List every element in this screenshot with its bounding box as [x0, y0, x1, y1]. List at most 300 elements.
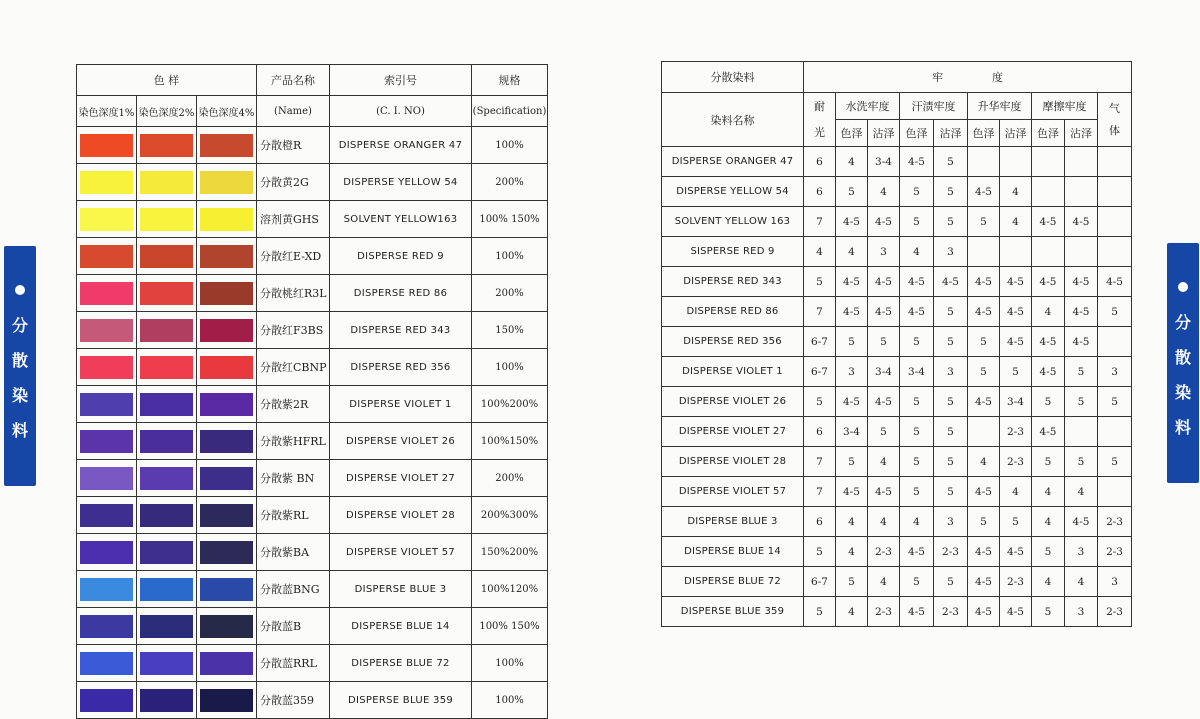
fastness-value-cell — [1032, 177, 1065, 207]
fastness-value-cell: 5 — [934, 207, 968, 237]
fastness-value-cell: 5 — [1098, 297, 1132, 327]
swatch-cell — [77, 682, 137, 719]
dye-name-cell: DISPERSE VIOLET 28 — [662, 447, 804, 477]
fastness-value-cell: 4-5 — [868, 387, 900, 417]
swatch-cell — [137, 460, 197, 497]
fastness-value-cell: 4-5 — [968, 567, 1000, 597]
swatch-cell — [197, 238, 257, 275]
swatch-cell — [197, 386, 257, 423]
table-row — [77, 386, 548, 423]
sublimation-fastness-header: 升华牢度 — [968, 93, 1032, 120]
fastness-value-cell: 5 — [1000, 357, 1032, 387]
fastness-value-cell: 4 — [804, 237, 836, 267]
table-row — [662, 387, 1132, 417]
swatch-cell — [77, 423, 137, 460]
swatch-cell — [197, 201, 257, 238]
fastness-value-cell: 3 — [868, 237, 900, 267]
index-no-header: 索引号 — [330, 65, 472, 96]
fastness-value-cell: 4-5 — [900, 597, 934, 627]
fastness-value-cell: 5 — [836, 327, 868, 357]
fastness-value-cell: 7 — [804, 207, 836, 237]
color-swatch — [140, 504, 193, 527]
ci-number-cell: DISPERSE BLUE 3 — [330, 571, 472, 608]
fastness-value-cell: 5 — [836, 447, 868, 477]
fastness-value-cell: 4-5 — [900, 267, 934, 297]
fastness-value-cell: 3-4 — [1000, 387, 1032, 417]
fastness-value-cell: 4-5 — [836, 297, 868, 327]
table-row — [77, 312, 548, 349]
name-en-header: (Name) — [257, 96, 330, 127]
swatch-cell — [77, 386, 137, 423]
ci-number-cell: DISPERSE RED 356 — [330, 349, 472, 386]
fastness-value-cell: 4 — [868, 177, 900, 207]
fastness-value-cell: 4-5 — [836, 477, 868, 507]
fastness-value-cell: 4 — [836, 537, 868, 567]
fastness-value-cell: 4 — [868, 507, 900, 537]
product-name-cell: 分散紫 BN — [257, 460, 330, 497]
fastness-value-cell: 5 — [900, 447, 934, 477]
table-row — [662, 207, 1132, 237]
color-swatch — [200, 652, 253, 675]
bullet-dot-icon — [1178, 282, 1188, 292]
side-tab-char: 料 — [11, 421, 28, 440]
dye-name-cell: DISPERSE RED 86 — [662, 297, 804, 327]
ci-number-cell: DISPERSE VIOLET 27 — [330, 460, 472, 497]
fastness-value-cell: 4-5 — [1065, 327, 1098, 357]
fastness-value-cell: 4-5 — [968, 537, 1000, 567]
color-swatch — [140, 245, 193, 268]
color-swatch — [140, 282, 193, 305]
fastness-value-cell: 5 — [836, 177, 868, 207]
fastness-value-cell: 5 — [1032, 537, 1065, 567]
swatch-cell — [137, 571, 197, 608]
fastness-value-cell: 5 — [1000, 507, 1032, 537]
swatch-cell — [77, 497, 137, 534]
dye-name-cell: DISPERSE YELLOW 54 — [662, 177, 804, 207]
color-swatch — [140, 615, 193, 638]
swatch-cell — [137, 238, 197, 275]
fastness-value-cell: 5 — [900, 567, 934, 597]
fastness-value-cell: 5 — [900, 387, 934, 417]
fastness-value-cell: 4 — [900, 507, 934, 537]
fastness-value-cell: 5 — [934, 477, 968, 507]
fastness-value-cell: 2-3 — [934, 597, 968, 627]
table-row — [662, 267, 1132, 297]
swatch-cell — [137, 645, 197, 682]
ci-number-cell: DISPERSE YELLOW 54 — [330, 164, 472, 201]
fastness-value-cell: 4-5 — [836, 207, 868, 237]
fastness-value-cell: 6 — [804, 147, 836, 177]
fastness-value-cell: 3 — [934, 237, 968, 267]
fastness-value-cell: 3 — [1098, 567, 1132, 597]
color-swatch — [80, 282, 133, 305]
swatch-cell — [77, 608, 137, 645]
product-name-cell: 分散紫RL — [257, 497, 330, 534]
fastness-value-cell: 5 — [900, 207, 934, 237]
fastness-value-cell: 4-5 — [868, 207, 900, 237]
staining-header: 沾泽 — [1065, 120, 1098, 147]
light-fastness-label: 耐光 — [814, 99, 825, 139]
fastness-value-cell: 4-5 — [1065, 267, 1098, 297]
ci-number-cell: DISPERSE VIOLET 28 — [330, 497, 472, 534]
fastness-value-cell: 4 — [836, 597, 868, 627]
fastness-value-cell: 4-5 — [1065, 507, 1098, 537]
swatch-cell — [197, 534, 257, 571]
dye-name-cell: DISPERSE BLUE 3 — [662, 507, 804, 537]
color-swatch — [200, 282, 253, 305]
fastness-value-cell — [1065, 417, 1098, 447]
swatch-cell — [197, 312, 257, 349]
fastness-value-cell: 4 — [1032, 507, 1065, 537]
spec-cell: 150% — [472, 312, 548, 349]
color-swatch — [140, 467, 193, 490]
product-name-cell: 分散蓝359 — [257, 682, 330, 719]
table-row — [77, 201, 548, 238]
table-row — [662, 507, 1132, 537]
fastness-value-cell: 5 — [900, 327, 934, 357]
fastness-value-cell: 5 — [804, 597, 836, 627]
color-swatch — [140, 208, 193, 231]
table-row — [662, 417, 1132, 447]
table-row — [77, 497, 548, 534]
color-swatch — [80, 393, 133, 416]
fastness-value-cell: 5 — [1065, 447, 1098, 477]
dye-name-cell: DISPERSE RED 343 — [662, 267, 804, 297]
product-name-cell: 分散黄2G — [257, 164, 330, 201]
ci-number-cell: DISPERSE RED 343 — [330, 312, 472, 349]
ci-number-cell: DISPERSE BLUE 72 — [330, 645, 472, 682]
color-swatch — [140, 356, 193, 379]
fastness-value-cell: 7 — [804, 477, 836, 507]
table-row — [77, 460, 548, 497]
disperse-dye-header: 分散染料 — [662, 62, 804, 93]
fastness-value-cell: 4-5 — [1032, 417, 1065, 447]
fastness-value-cell: 4 — [868, 567, 900, 597]
spec-cell: 100% — [472, 349, 548, 386]
spec-cell: 200%300% — [472, 497, 548, 534]
ci-number-cell: DISPERSE BLUE 359 — [330, 682, 472, 719]
dye-name-cell: DISPERSE RED 356 — [662, 327, 804, 357]
fastness-value-cell: 5 — [968, 507, 1000, 537]
product-name-cell: 分散蓝B — [257, 608, 330, 645]
table-row — [662, 357, 1132, 387]
table-row — [77, 534, 548, 571]
staining-header: 沾泽 — [1000, 120, 1032, 147]
fastness-value-cell: 4-5 — [868, 477, 900, 507]
ci-number-cell: DISPERSE VIOLET 26 — [330, 423, 472, 460]
color-swatch — [200, 541, 253, 564]
fastness-value-cell: 2-3 — [1098, 507, 1132, 537]
table-row — [662, 537, 1132, 567]
dye-name-cell: DISPERSE VIOLET 26 — [662, 387, 804, 417]
color-change-header: 色泽 — [836, 120, 868, 147]
depth-4-header: 染色深度4% — [197, 96, 257, 127]
color-swatch — [200, 615, 253, 638]
swatch-cell — [137, 164, 197, 201]
fastness-value-cell: 4-5 — [868, 297, 900, 327]
swatch-cell — [137, 201, 197, 238]
color-swatch — [200, 171, 253, 194]
fastness-value-cell — [1000, 237, 1032, 267]
table-row — [662, 477, 1132, 507]
color-swatch — [80, 171, 133, 194]
fastness-value-cell: 4-5 — [968, 597, 1000, 627]
color-swatch — [80, 652, 133, 675]
table-row — [662, 177, 1132, 207]
fastness-value-cell: 3 — [934, 357, 968, 387]
spec-cell: 100% — [472, 127, 548, 164]
fastness-value-cell: 4 — [836, 507, 868, 537]
swatch-cell — [197, 645, 257, 682]
dye-name-cell: DISPERSE VIOLET 27 — [662, 417, 804, 447]
swatch-cell — [77, 164, 137, 201]
ci-number-cell: DISPERSE RED 86 — [330, 275, 472, 312]
spec-cell: 100%150% — [472, 423, 548, 460]
product-name-cell: 分散紫2R — [257, 386, 330, 423]
fastness-value-cell: 2-3 — [934, 537, 968, 567]
fastness-value-cell: 3 — [1098, 357, 1132, 387]
swatch-cell — [77, 460, 137, 497]
fastness-value-cell: 5 — [804, 267, 836, 297]
product-name-cell: 分散红CBNP — [257, 349, 330, 386]
fastness-value-cell: 5 — [934, 147, 968, 177]
fastness-value-cell: 2-3 — [1000, 447, 1032, 477]
swatch-cell — [77, 571, 137, 608]
staining-header: 沾泽 — [934, 120, 968, 147]
table-row — [662, 447, 1132, 477]
fastness-value-cell — [1065, 177, 1098, 207]
color-swatch — [140, 430, 193, 453]
table-row — [77, 238, 548, 275]
product-name-cell: 分散蓝RRL — [257, 645, 330, 682]
gas-fastness-header — [1098, 93, 1132, 147]
staining-header: 沾泽 — [868, 120, 900, 147]
swatch-cell — [137, 682, 197, 719]
color-swatch — [200, 356, 253, 379]
fastness-value-cell: 4-5 — [968, 267, 1000, 297]
swatch-cell — [77, 275, 137, 312]
fastness-value-cell: 4-5 — [1000, 267, 1032, 297]
light-fastness-header — [804, 93, 836, 147]
spec-cell: 100% — [472, 238, 548, 275]
swatch-cell — [137, 386, 197, 423]
rub-fastness-header: 摩擦牢度 — [1032, 93, 1098, 120]
fastness-value-cell: 3 — [1065, 597, 1098, 627]
side-tab-left — [4, 246, 36, 486]
fastness-value-cell: 4 — [1032, 477, 1065, 507]
swatch-cell — [77, 534, 137, 571]
fastness-value-cell: 5 — [968, 207, 1000, 237]
fastness-value-cell — [1098, 477, 1132, 507]
ci-number-cell: DISPERSE BLUE 14 — [330, 608, 472, 645]
color-swatch — [140, 689, 193, 712]
fastness-value-cell: 4 — [1000, 177, 1032, 207]
fastness-value-cell: 5 — [1032, 597, 1065, 627]
fastness-body — [662, 147, 1132, 627]
fastness-value-cell: 5 — [934, 417, 968, 447]
fastness-value-cell — [1098, 417, 1132, 447]
fastness-value-cell: 4 — [1032, 567, 1065, 597]
ci-number-cell: DISPERSE VIOLET 1 — [330, 386, 472, 423]
fastness-value-cell: 6 — [804, 177, 836, 207]
dye-name-cell: DISPERSE VIOLET 1 — [662, 357, 804, 387]
dye-name-cell: SOLVENT YELLOW 163 — [662, 207, 804, 237]
ci-number-cell: DISPERSE RED 9 — [330, 238, 472, 275]
fastness-value-cell: 4-5 — [1065, 297, 1098, 327]
swatch-cell — [197, 423, 257, 460]
table-row — [662, 567, 1132, 597]
fastness-value-cell: 4 — [1000, 477, 1032, 507]
fastness-value-cell: 3-4 — [868, 147, 900, 177]
swatch-cell — [197, 460, 257, 497]
fastness-value-cell: 6-7 — [804, 327, 836, 357]
bullet-dot-icon — [15, 285, 25, 295]
fastness-value-cell: 4-5 — [968, 387, 1000, 417]
fastness-value-cell: 4-5 — [934, 267, 968, 297]
fastness-value-cell: 5 — [868, 417, 900, 447]
fastness-value-cell: 4-5 — [1000, 597, 1032, 627]
product-name-cell: 分散桃红R3L — [257, 275, 330, 312]
fastness-value-cell — [968, 237, 1000, 267]
fastness-value-cell: 5 — [804, 387, 836, 417]
fastness-value-cell — [1098, 237, 1132, 267]
product-name-cell: 分散紫BA — [257, 534, 330, 571]
fastness-value-cell: 4-5 — [968, 477, 1000, 507]
color-swatch — [140, 134, 193, 157]
fastness-value-cell: 5 — [868, 327, 900, 357]
fastness-value-cell: 4-5 — [1032, 207, 1065, 237]
swatch-cell — [137, 497, 197, 534]
color-swatch — [140, 578, 193, 601]
spec-cell: 200% — [472, 460, 548, 497]
fastness-value-cell: 4-5 — [868, 267, 900, 297]
fastness-value-cell: 6 — [804, 417, 836, 447]
color-swatch — [200, 689, 253, 712]
fastness-value-cell: 2-3 — [868, 537, 900, 567]
fastness-value-cell: 3 — [1065, 537, 1098, 567]
gas-fastness-label: 气体 — [1109, 101, 1121, 137]
color-swatch — [200, 393, 253, 416]
color-swatch — [80, 208, 133, 231]
fastness-value-cell: 4-5 — [1000, 537, 1032, 567]
product-name-cell: 分散紫HFRL — [257, 423, 330, 460]
side-tab-right — [1167, 243, 1199, 483]
dye-name-cell: DISPERSE ORANGER 47 — [662, 147, 804, 177]
fastness-value-cell: 4-5 — [900, 297, 934, 327]
color-swatch — [200, 578, 253, 601]
table-row — [662, 327, 1132, 357]
color-swatch — [140, 393, 193, 416]
fastness-value-cell — [1032, 237, 1065, 267]
fastness-value-cell: 6 — [804, 507, 836, 537]
swatch-cell — [77, 349, 137, 386]
fastness-value-cell — [1098, 207, 1132, 237]
swatch-cell — [77, 312, 137, 349]
fastness-value-cell: 5 — [1032, 387, 1065, 417]
table-row — [77, 682, 548, 719]
sweat-fastness-header: 汗渍牢度 — [900, 93, 968, 120]
fastness-value-cell: 4 — [1032, 297, 1065, 327]
fastness-value-cell — [1098, 327, 1132, 357]
fastness-value-cell: 2-3 — [1098, 597, 1132, 627]
fastness-value-cell — [1065, 147, 1098, 177]
fastness-value-cell: 5 — [836, 567, 868, 597]
fastness-value-cell: 4 — [1065, 477, 1098, 507]
spec-cell: 100% 150% — [472, 201, 548, 238]
fastness-value-cell: 4 — [900, 237, 934, 267]
fastness-value-cell: 2-3 — [1000, 567, 1032, 597]
side-tab-char: 分 — [1174, 313, 1191, 332]
table-row — [77, 127, 548, 164]
dye-name-cell: DISPERSE BLUE 14 — [662, 537, 804, 567]
fastness-value-cell: 4-5 — [1065, 207, 1098, 237]
swatch-cell — [197, 608, 257, 645]
fastness-value-cell: 4-5 — [1032, 327, 1065, 357]
fastness-value-cell: 5 — [934, 177, 968, 207]
table-row — [77, 275, 548, 312]
fastness-value-cell: 3 — [934, 507, 968, 537]
fastness-value-cell — [1098, 177, 1132, 207]
color-swatch — [200, 319, 253, 342]
fastness-value-cell: 2-3 — [868, 597, 900, 627]
fastness-value-cell: 4-5 — [1098, 267, 1132, 297]
dye-name-header: 染料名称 — [662, 93, 804, 147]
color-swatch — [200, 504, 253, 527]
side-tab-char: 散 — [11, 351, 28, 370]
fastness-value-cell: 6-7 — [804, 357, 836, 387]
table-row — [77, 423, 548, 460]
fastness-value-cell: 5 — [934, 387, 968, 417]
fastness-value-cell: 5 — [934, 567, 968, 597]
fastness-value-cell: 5 — [968, 327, 1000, 357]
fastness-value-cell: 4-5 — [836, 387, 868, 417]
dye-name-cell: SISPERSE RED 9 — [662, 237, 804, 267]
swatch-cell — [137, 608, 197, 645]
color-swatch — [200, 245, 253, 268]
product-name-cell: 分散红E-XD — [257, 238, 330, 275]
spec-header: 规格 — [472, 65, 548, 96]
side-tab-char: 料 — [1174, 418, 1191, 437]
table-row — [77, 349, 548, 386]
swatch-cell — [137, 534, 197, 571]
fastness-value-cell — [1032, 147, 1065, 177]
product-name-cell: 分散红F3BS — [257, 312, 330, 349]
spec-cell: 100% 150% — [472, 608, 548, 645]
color-swatch — [80, 615, 133, 638]
fastness-value-cell: 4-5 — [1000, 327, 1032, 357]
swatch-cell — [197, 275, 257, 312]
fastness-value-cell: 4 — [836, 147, 868, 177]
color-swatch — [80, 504, 133, 527]
fastness-value-cell: 4 — [836, 237, 868, 267]
fastness-value-cell — [1098, 147, 1132, 177]
swatch-cell — [197, 682, 257, 719]
fastness-value-cell: 5 — [900, 417, 934, 447]
fastness-value-cell: 5 — [1098, 447, 1132, 477]
fastness-value-cell: 5 — [900, 477, 934, 507]
spec-en-header: (Specification) — [472, 96, 548, 127]
color-sample-body — [77, 127, 548, 719]
table-row — [77, 608, 548, 645]
product-name-header: 产品名称 — [257, 65, 330, 96]
fastness-value-cell: 4-5 — [1032, 357, 1065, 387]
ci-number-cell: DISPERSE VIOLET 57 — [330, 534, 472, 571]
side-tab-char: 染 — [11, 386, 28, 405]
fastness-value-cell: 5 — [934, 447, 968, 477]
swatch-cell — [137, 127, 197, 164]
fastness-value-cell: 4 — [1065, 567, 1098, 597]
spec-cell: 100%120% — [472, 571, 548, 608]
